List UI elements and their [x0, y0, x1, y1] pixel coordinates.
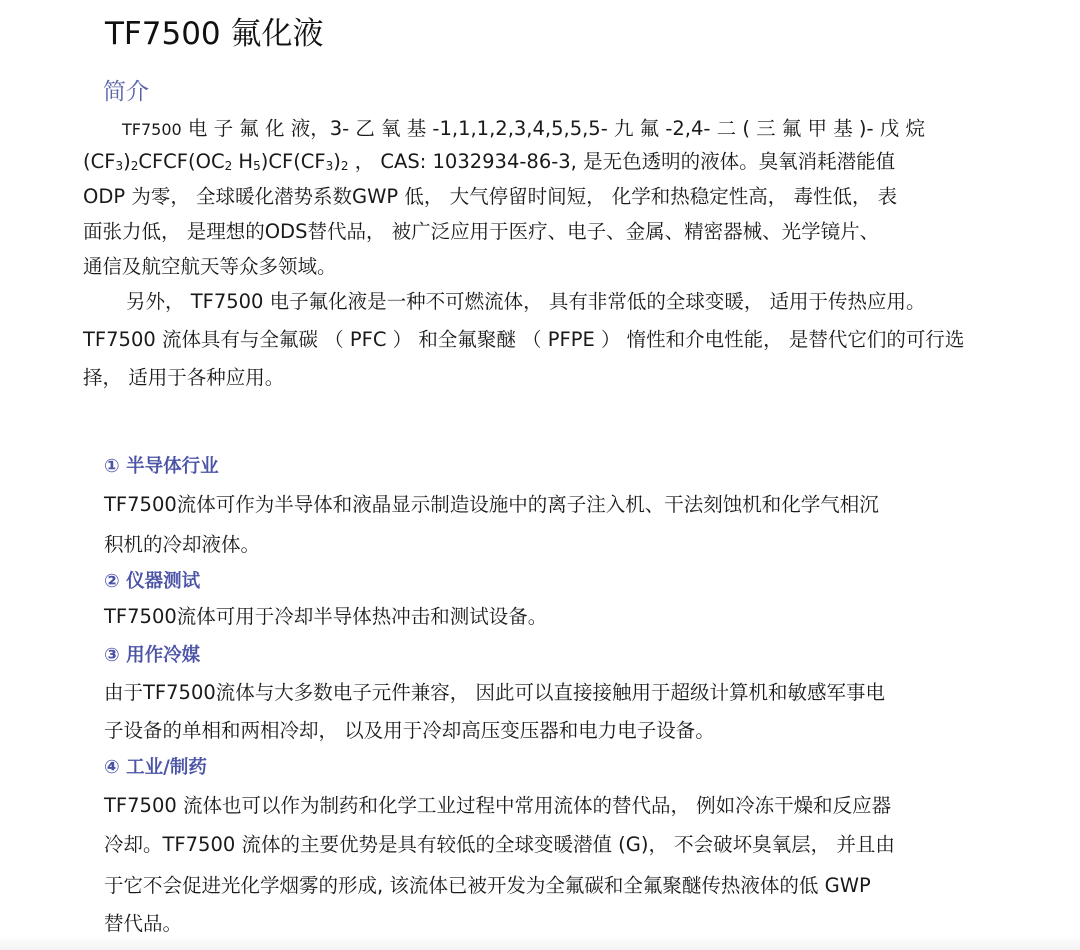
intro-heading: 简介 [103, 79, 149, 105]
section-semiconductor-line-1: TF7500流体可作为半导体和液晶显示制造设施中的离子注入机、干法刻蚀机和化学气相沉 [104, 493, 879, 516]
section-refrigerant-line-2: 子设备的单相和两相冷却， 以及用于冷却高压变压器和电力电子设备。 [104, 719, 715, 742]
bottom-fade [0, 936, 1080, 950]
intro-line-4: 面张力低， 是理想的ODS替代品， 被广泛应用于医疗、电子、金属、精密器械、光学镜片、 [83, 220, 880, 243]
section-heading-industrial: ④ 工业/制药 [104, 757, 207, 778]
section-heading-semiconductor: ① 半导体行业 [104, 456, 219, 477]
section-industrial-line-1: TF7500 流体也可以作为制药和化学工业过程中常用流体的替代品， 例如冷冻干燥和反应器 [104, 794, 892, 817]
intro-line-3: ODP 为零， 全球暖化潜势系数GWP 低， 大气停留时间短， 化学和热稳定性高， 毒性低， 表 [83, 185, 898, 208]
section-heading-refrigerant: ③ 用作冷媒 [104, 645, 201, 666]
intro-line-1 [122, 115, 925, 144]
section-semiconductor-line-2: 积机的冷却液体。 [104, 533, 261, 556]
section-heading-instrument: ② 仪器测试 [104, 571, 201, 592]
section-industrial-line-4: 替代品。 [104, 912, 183, 935]
intro-line-2 [83, 148, 895, 176]
intro-p2-line-3: 择， 适用于各种应用。 [83, 366, 285, 389]
intro-p2-line-1: 另外， TF7500 电子氟化液是一种不可燃流体， 具有非常低的全球变暖， 适用于传热应用。 [126, 290, 926, 313]
section-instrument-line-1: TF7500流体可用于冷却半导体热冲击和测试设备。 [104, 605, 548, 628]
intro-line-2-text: ， CAS: 1032934-86-3, 是无色透明的液体。臭氧消耗潜能值 [348, 150, 896, 173]
intro-p2-line-2: TF7500 流体具有与全氟碳 （ PFC ） 和全氟聚醚 （ PFPE ） 惰性和介电性能， 是替代它们的可行选 [83, 328, 965, 351]
section-industrial-line-3: 于它不会促进光化学烟雾的形成, 该流体已被开发为全氟碳和全氟聚醚传热液体的低 GWP [104, 874, 871, 897]
product-name: TF7500 [122, 120, 182, 139]
intro-line-5: 通信及航空航天等众多领域。 [83, 255, 337, 278]
section-refrigerant-line-1: 由于TF7500流体与大多数电子元件兼容， 因此可以直接接触用于超级计算机和敏感军事电 [104, 681, 885, 704]
section-industrial-line-2: 冷却。TF7500 流体的主要优势是具有较低的全球变暖潜值 (G)， 不会破坏臭氧层， 并且由 [104, 833, 895, 856]
page-title: TF7500 氟化液 [105, 16, 324, 52]
intro-line-1-text: 电 子 氟 化 液，3- 乙 氧 基 -1,1,1,2,3,4,5,5,5- 九 氟 -2,4- 二 ( 三 氟 甲 基 )- 戊 烷 [181, 117, 925, 140]
chemical-formula: $(CF_3)_2CFCF(OC_2$ $H_5)CF(CF_3)_2$ [83, 150, 349, 173]
